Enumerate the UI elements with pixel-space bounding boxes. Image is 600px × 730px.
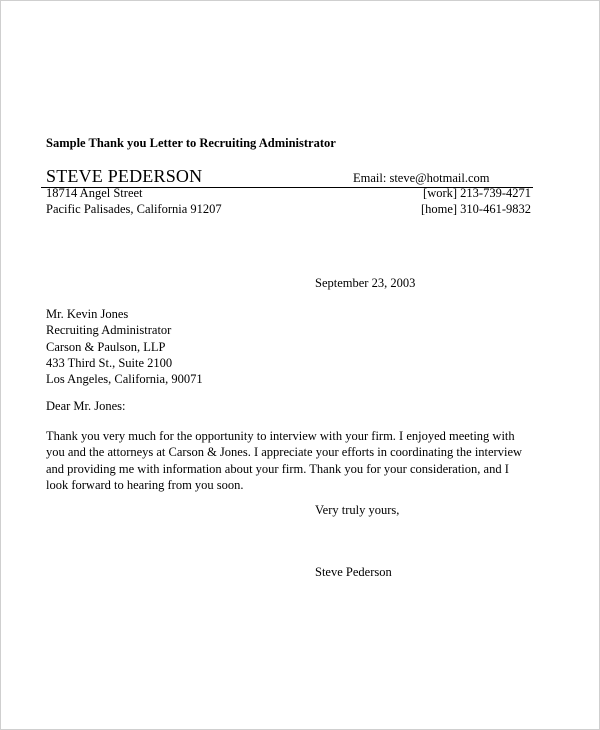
greeting: Dear Mr. Jones: xyxy=(46,399,126,413)
body-line: you and the attorneys at Carson & Jones. I appreciate your efforts in coordinating the interview xyxy=(46,445,523,460)
sender-street: 18714 Angel Street xyxy=(46,186,143,200)
body-line: and providing me with information about your firm. Thank you for your consideration, and I xyxy=(46,461,509,476)
letter-body xyxy=(46,428,522,493)
closing: Very truly yours, xyxy=(315,503,400,517)
signature-name: Steve Pederson xyxy=(315,565,392,579)
sender-home-phone: [home] 310-461-9832 xyxy=(420,202,531,216)
body-line: look forward to hearing from you soon. xyxy=(46,477,244,492)
letter-date: September 23, 2003 xyxy=(315,276,416,290)
recipient-address xyxy=(46,306,203,387)
recipient-line: Carson & Paulson, LLP xyxy=(46,339,166,354)
body-line: Thank you very much for the opportunity to interview with your firm. I enjoyed meeting with xyxy=(46,429,515,443)
recipient-line: Mr. Kevin Jones xyxy=(46,307,129,321)
document-title: Sample Thank you Letter to Recruiting Administrator xyxy=(46,136,336,150)
recipient-line: 433 Third St., Suite 2100 xyxy=(46,355,173,370)
sender-name: STEVE PEDERSON xyxy=(46,166,203,186)
sender-email: Email: steve@hotmail.com xyxy=(353,171,490,185)
recipient-line: Recruiting Administrator xyxy=(46,323,172,338)
recipient-line: Los Angeles, California, 90071 xyxy=(46,372,203,387)
sender-work-phone: [work] 213-739-4271 xyxy=(423,186,531,200)
sender-city: Pacific Palisades, California 91207 xyxy=(46,202,222,216)
